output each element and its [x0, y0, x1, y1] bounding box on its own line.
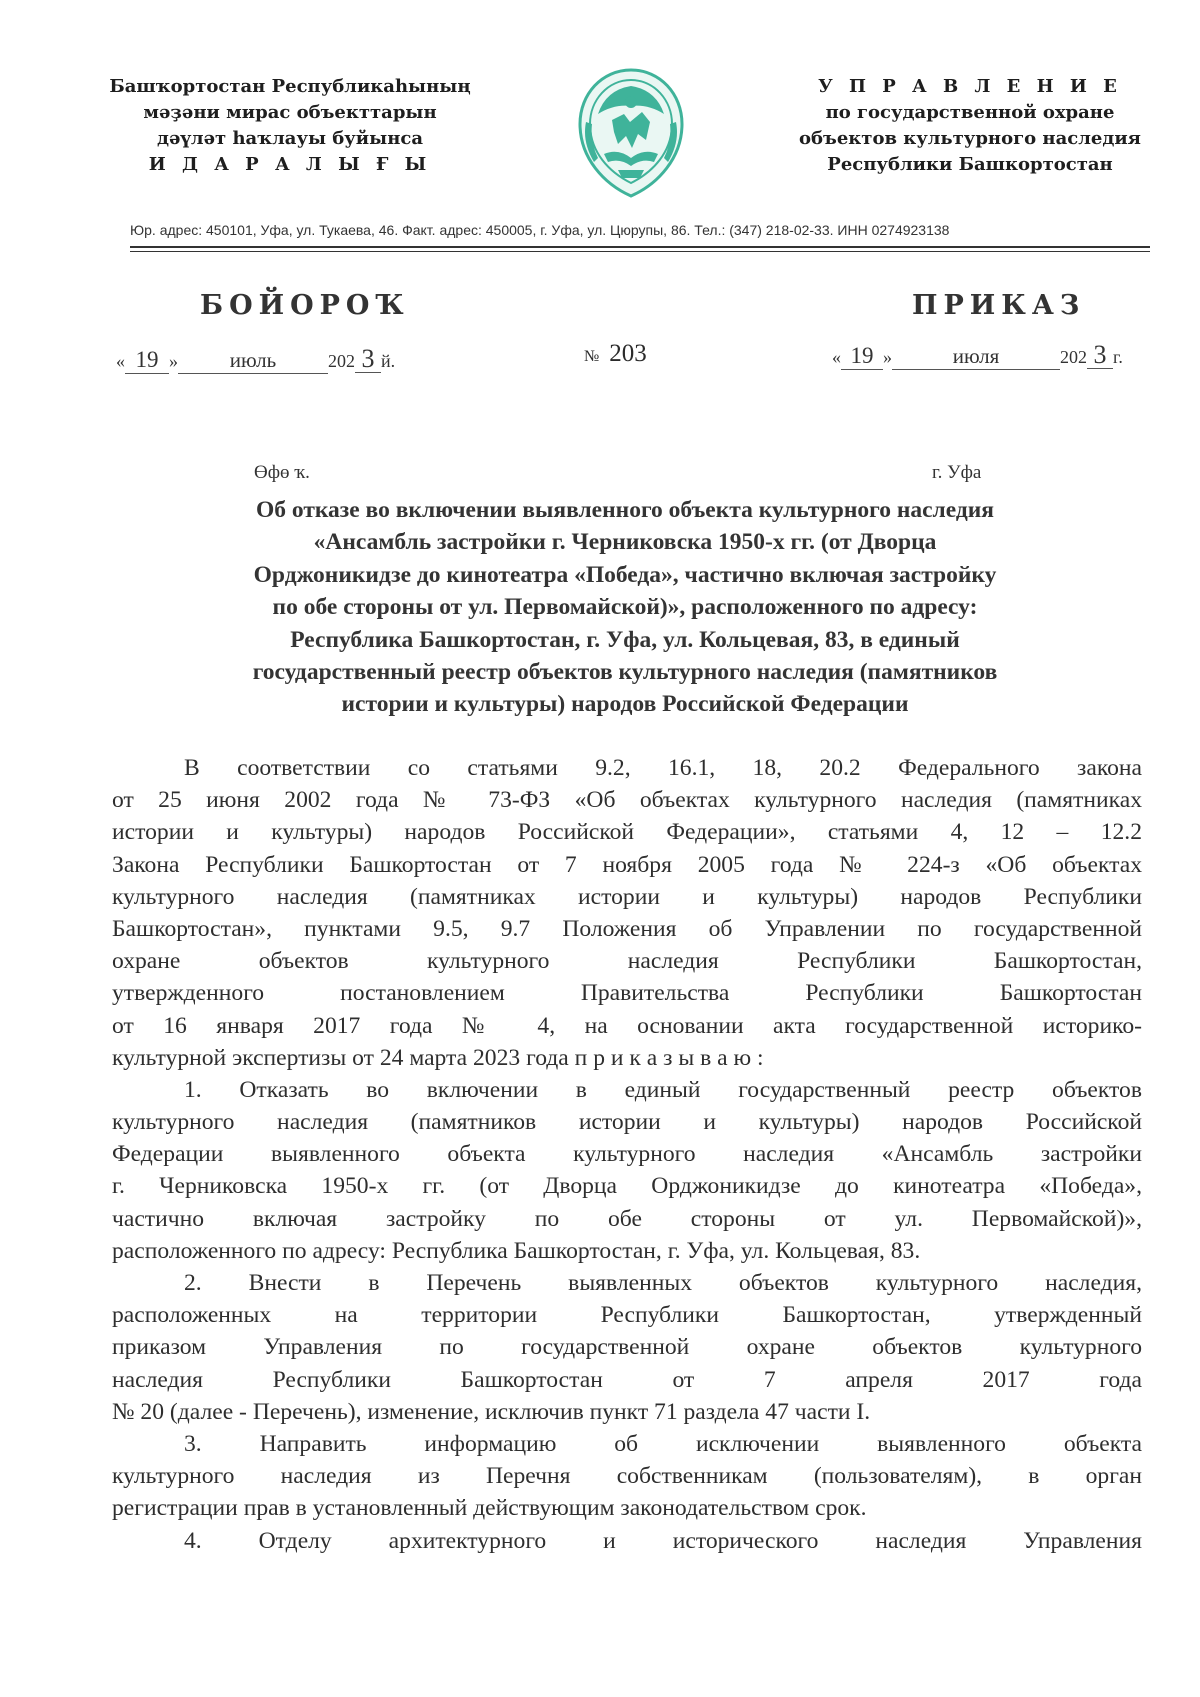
body-line: от 25 июня 2002 года № 73-ФЗ «Об объектах культурного наследия (памятниках: [112, 787, 1142, 814]
header-left-line: Башҡортостан Республикаһының: [109, 76, 471, 97]
year-suffix: г.: [1113, 347, 1123, 367]
city-bashkir: Өфө ҡ.: [254, 462, 310, 483]
document-title: [110, 494, 1140, 721]
quote-open: «: [832, 347, 841, 367]
quote-close: »: [883, 347, 892, 367]
date-day: 19: [125, 347, 169, 374]
title-russian: ПРИКАЗ: [912, 290, 1086, 321]
document-body: [112, 752, 1142, 1557]
body-line: частично включая застройку по обе стороны от ул. Первомайской)»,: [112, 1205, 1142, 1232]
order-number: [584, 340, 647, 368]
body-line: В соответствии со статьями 9.2, 16.1, 18, 20.2 Федерального закона: [184, 755, 1142, 781]
body-line: культурной экспертизы от 24 марта 2023 года п р и к а з ы в а ю :: [112, 1044, 764, 1071]
body-line: Закона Республики Башкортостан от 7 ноября 2005 года № 224-з «Об объектах: [112, 851, 1142, 878]
body-line: культурного наследия (памятниках истории и культуры) народов Республики: [112, 883, 1142, 910]
body-line: наследия Республики Башкортостан от 7 апреля 2017 года: [112, 1366, 1142, 1393]
body-line: охране объектов культурного наследия Республики Башкортостан,: [112, 948, 1142, 975]
title-line: Республика Башкортостан, г. Уфа, ул. Кольцевая, 83, в единый: [290, 626, 960, 653]
title-line: Орджоникидзе до кинотеатра «Победа», частично включая застройку: [253, 561, 997, 588]
date-month: июль: [178, 347, 328, 374]
body-line: 2. Внести в Перечень выявленных объектов культурного наследия,: [184, 1270, 1142, 1296]
title-line: «Ансамбль застройки г. Черниковска 1950-х гг. (от Дворца: [313, 529, 937, 556]
header-left-bashkir: [100, 74, 480, 178]
header-right-russian: [780, 74, 1160, 178]
header-right-line: Республики Башкортостан: [827, 154, 1113, 175]
title-line: Об отказе во включении выявленного объекта культурного наследия: [255, 497, 995, 523]
title-bashkir: БОЙОРОҠ: [200, 290, 410, 321]
date-russian: [832, 342, 1123, 370]
header-left-line: мәҙәни мирас объекттарын: [143, 102, 437, 123]
number-value: 203: [609, 340, 647, 367]
body-line: Башкортостан», пунктами 9.5, 9.7 Положения об Управлении по государственной: [112, 915, 1142, 942]
title-line: истории и культуры) народов Российской Федерации: [341, 691, 909, 718]
body-line: Федерации выявленного объекта культурного наследия «Ансамбль застройки: [112, 1141, 1142, 1168]
number-sign: №: [584, 348, 600, 365]
date-day: 19: [841, 343, 883, 370]
body-line: культурного наследия (памятников истории и культуры) народов Российской: [112, 1109, 1142, 1136]
year-prefix: 202: [328, 351, 355, 371]
year-digit: 3: [355, 346, 381, 373]
body-line: от 16 января 2017 года № 4, на основании акта государственной историко-: [112, 1012, 1142, 1039]
body-line: истории и культуры) народов Российской Федерации», статьями 4, 12 – 12.2: [112, 819, 1142, 846]
date-bashkir: [116, 346, 395, 374]
city-russian: г. Уфа: [932, 462, 982, 483]
body-line: приказом Управления по государственной охране объектов культурного: [112, 1334, 1142, 1361]
body-line: расположенных на территории Республики Башкортостан, утвержденный: [112, 1302, 1142, 1329]
header-left-line: дәүләт һаҡлауы буйынса: [156, 128, 423, 149]
body-line: 3. Направить информацию об исключении выявленного объекта: [184, 1430, 1142, 1457]
year-prefix: 202: [1060, 347, 1087, 367]
title-line: по обе стороны от ул. Первомайской)», расположенного по адресу:: [272, 594, 978, 621]
legal-address: Юр. адрес: 450101, Уфа, ул. Тукаева, 46. Факт. адрес: 450005, г. Уфа, ул. Цюрупы, 86. Тел.: (347) 218-02-33. ИНН 0274923138: [130, 222, 950, 238]
title-line: государственный реестр объектов культурного наследия (памятников: [252, 659, 998, 686]
body-line: 4. Отделу архитектурного и исторического наследия Управления: [184, 1527, 1142, 1554]
year-suffix: й.: [381, 351, 396, 371]
body-line: утвержденного постановлением Правительства Республики Башкортостан: [112, 980, 1142, 1007]
header-right-line: по государственной охране: [825, 102, 1115, 123]
body-line: 1. Отказать во включении в единый государственный реестр объектов: [184, 1076, 1142, 1103]
body-line: г. Черниковска 1950-х гг. (от Дворца Орджоникидзе до кинотеатра «Победа»,: [112, 1173, 1142, 1200]
body-line: культурного наследия из Перечня собственникам (пользователям), в орган: [112, 1463, 1142, 1490]
date-month: июля: [892, 343, 1060, 370]
body-line: № 20 (далее - Перечень), изменение, исключив пункт 71 раздела 47 части I.: [112, 1398, 871, 1425]
header-left-line: И Д А Р А Л Ы Ғ Ы: [148, 154, 432, 175]
body-line: регистрации прав в установленный действующим законодательством срок.: [112, 1495, 867, 1522]
quote-close: »: [169, 351, 178, 371]
quote-open: «: [116, 351, 125, 371]
body-line: расположенного по адресу: Республика Башкортостан, г. Уфа, ул. Кольцевая, 83.: [112, 1237, 921, 1264]
header-divider: [130, 246, 1150, 248]
year-digit: 3: [1087, 342, 1113, 369]
bashkortostan-emblem-icon: [568, 62, 694, 204]
header-right-line: объектов культурного наследия: [799, 128, 1141, 149]
header-divider-thin: [130, 251, 1150, 252]
header-right-line: У П Р А В Л Е Н И Е: [818, 76, 1122, 97]
